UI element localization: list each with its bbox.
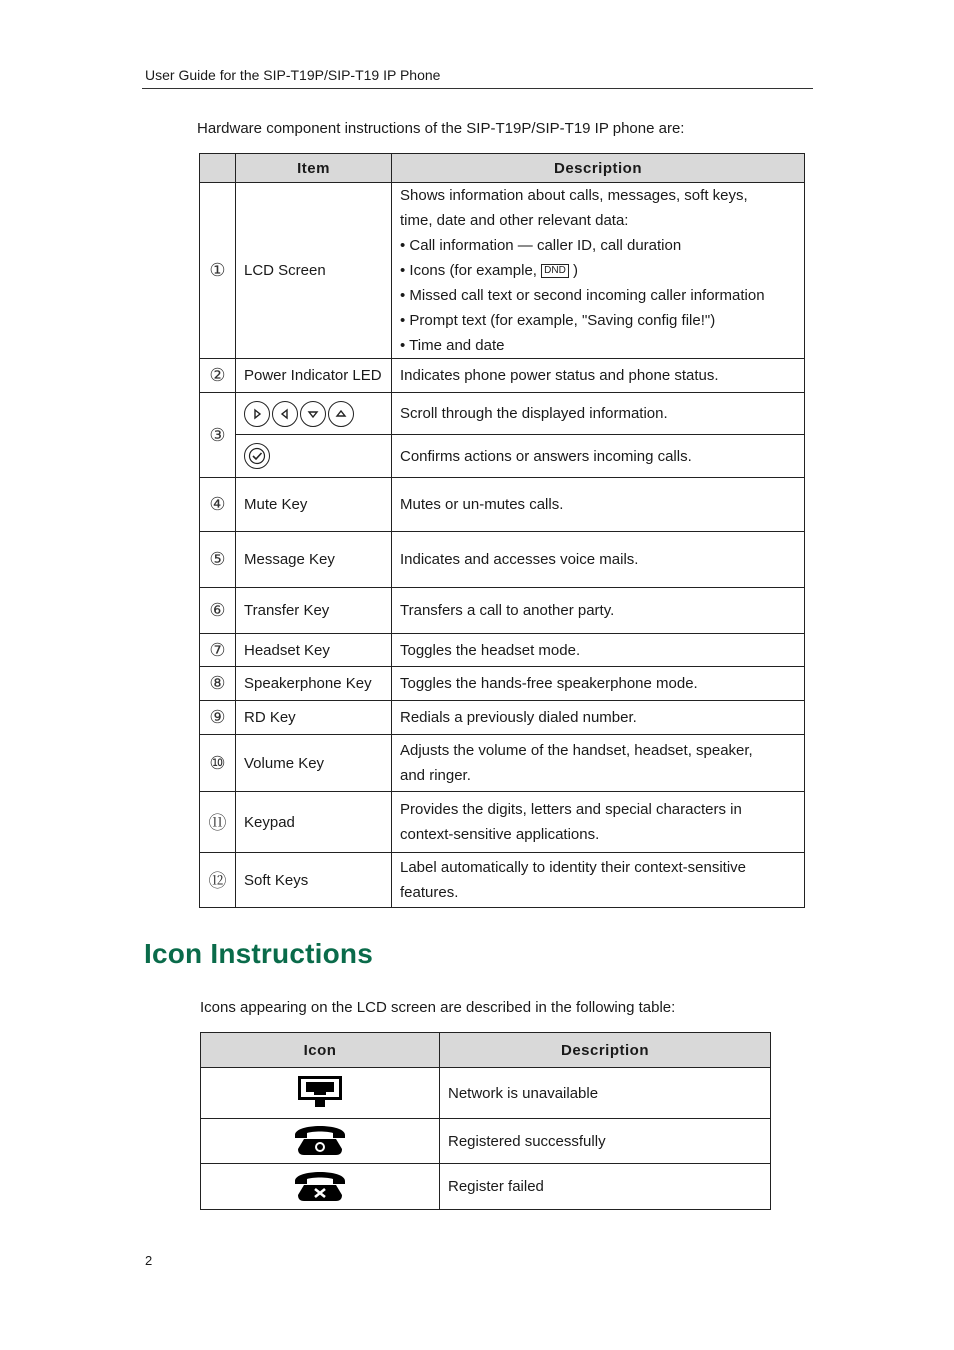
row-number: ②: [200, 359, 236, 393]
bullet-item: • Missed call text or second incoming caller information: [400, 283, 796, 308]
item-cell: Transfer Key: [236, 588, 392, 634]
row-number: ③: [200, 393, 236, 478]
description-cell: [392, 735, 805, 792]
description-cell: Scroll through the displayed information.: [392, 393, 805, 435]
desc-line: Adjusts the volume of the handset, headset, speaker,: [400, 742, 753, 759]
item-cell: [236, 435, 392, 478]
row-number: ⑧: [200, 667, 236, 701]
dnd-badge: DND: [541, 264, 569, 278]
desc-line: Label automatically to identity their context-sensitive: [400, 859, 747, 876]
section-title: Icon Instructions: [144, 938, 373, 969]
description-cell: Redials a previously dialed number.: [392, 701, 805, 735]
item-cell: Keypad: [236, 792, 392, 853]
item-cell: Headset Key: [236, 634, 392, 667]
description-cell: [392, 792, 805, 853]
desc-line: Provides the digits, letters and special characters in: [400, 801, 742, 818]
icon-intro-text: Icons appearing on the LCD screen are described in the following table:: [200, 999, 676, 1016]
header-rule: [142, 88, 813, 89]
table-row: [200, 792, 805, 853]
desc-line: features.: [400, 884, 459, 901]
table-header-row: [201, 1033, 771, 1068]
right-arrow-key-icon: [244, 401, 270, 427]
row-number: ⑨: [200, 701, 236, 735]
table-row: [200, 393, 805, 435]
item-cell: Speakerphone Key: [236, 667, 392, 701]
table-row: [201, 1068, 771, 1119]
registered-phone-icon: [292, 1121, 348, 1157]
bullet-item: • Time and date: [400, 333, 796, 358]
row-number: ⑤: [200, 532, 236, 588]
icon-cell: [201, 1068, 440, 1119]
left-arrow-key-icon: [272, 401, 298, 427]
down-arrow-key-icon: [300, 401, 326, 427]
row-number: ⑩: [200, 735, 236, 792]
table-row: [200, 435, 805, 478]
icons-example-suffix: ): [568, 262, 578, 279]
network-unavailable-icon: [296, 1074, 344, 1108]
table-row: [200, 183, 805, 359]
icon-table: [200, 1032, 771, 1210]
desc-line: and ringer.: [400, 767, 471, 784]
desc-line: time, date and other relevant data:: [400, 212, 629, 229]
item-cell: LCD Screen: [236, 183, 392, 359]
item-cell: Message Key: [236, 532, 392, 588]
description-cell: [392, 183, 805, 359]
desc-line: context-sensitive applications.: [400, 826, 600, 843]
icon-cell: [201, 1119, 440, 1164]
ok-check-key-icon: [244, 443, 270, 469]
table-row: [201, 1164, 771, 1210]
description-cell: Indicates phone power status and phone status.: [392, 359, 805, 393]
up-arrow-key-icon: [328, 401, 354, 427]
table-row: [200, 701, 805, 735]
description-cell: Indicates and accesses voice mails.: [392, 532, 805, 588]
table-row: [200, 667, 805, 701]
register-failed-phone-icon: [292, 1167, 348, 1203]
bullet-item: [400, 258, 796, 283]
table-row: [200, 359, 805, 393]
item-cell: Volume Key: [236, 735, 392, 792]
hardware-table: [199, 153, 805, 908]
description-header: Description: [440, 1033, 771, 1068]
description-cell: Mutes or un-mutes calls.: [392, 478, 805, 532]
item-cell: RD Key: [236, 701, 392, 735]
intro-text: Hardware component instructions of the SIP-T19P/SIP-T19 IP phone are:: [197, 120, 685, 137]
table-row: [200, 634, 805, 667]
table-row: [201, 1119, 771, 1164]
item-cell: Soft Keys: [236, 853, 392, 908]
description-cell: Confirms actions or answers incoming calls.: [392, 435, 805, 478]
table-row: [200, 588, 805, 634]
icons-example-text: Icons (for example,: [409, 262, 537, 279]
table-row: [200, 532, 805, 588]
page-number: 2: [145, 1253, 153, 1268]
item-cell: Power Indicator LED: [236, 359, 392, 393]
table-header-row: [200, 154, 805, 183]
desc-line: Shows information about calls, messages, soft keys,: [400, 187, 748, 204]
table-row: [200, 735, 805, 792]
icon-header: Icon: [201, 1033, 440, 1068]
bullet-item: • Prompt text (for example, "Saving config file!"): [400, 308, 796, 333]
table-row: [200, 478, 805, 532]
item-cell: [236, 393, 392, 435]
description-cell: Toggles the headset mode.: [392, 634, 805, 667]
bullet-item: • Call information — caller ID, call duration: [400, 233, 796, 258]
row-number: ④: [200, 478, 236, 532]
description-cell: Transfers a call to another party.: [392, 588, 805, 634]
item-header: Item: [236, 154, 392, 183]
description-cell: [392, 853, 805, 908]
running-header: User Guide for the SIP-T19P/SIP-T19 IP Phone: [145, 67, 441, 83]
row-number: ⑫: [200, 853, 236, 908]
icon-cell: [201, 1164, 440, 1210]
description-cell: Register failed: [440, 1164, 771, 1210]
table-row: [200, 853, 805, 908]
description-cell: Registered successfully: [440, 1119, 771, 1164]
row-number: ⑥: [200, 588, 236, 634]
row-number: ①: [200, 183, 236, 359]
item-cell: Mute Key: [236, 478, 392, 532]
description-header: Description: [392, 154, 805, 183]
description-cell: Network is unavailable: [440, 1068, 771, 1119]
row-number: ⑪: [200, 792, 236, 853]
row-number: ⑦: [200, 634, 236, 667]
num-header: [200, 154, 236, 183]
description-cell: Toggles the hands-free speakerphone mode.: [392, 667, 805, 701]
